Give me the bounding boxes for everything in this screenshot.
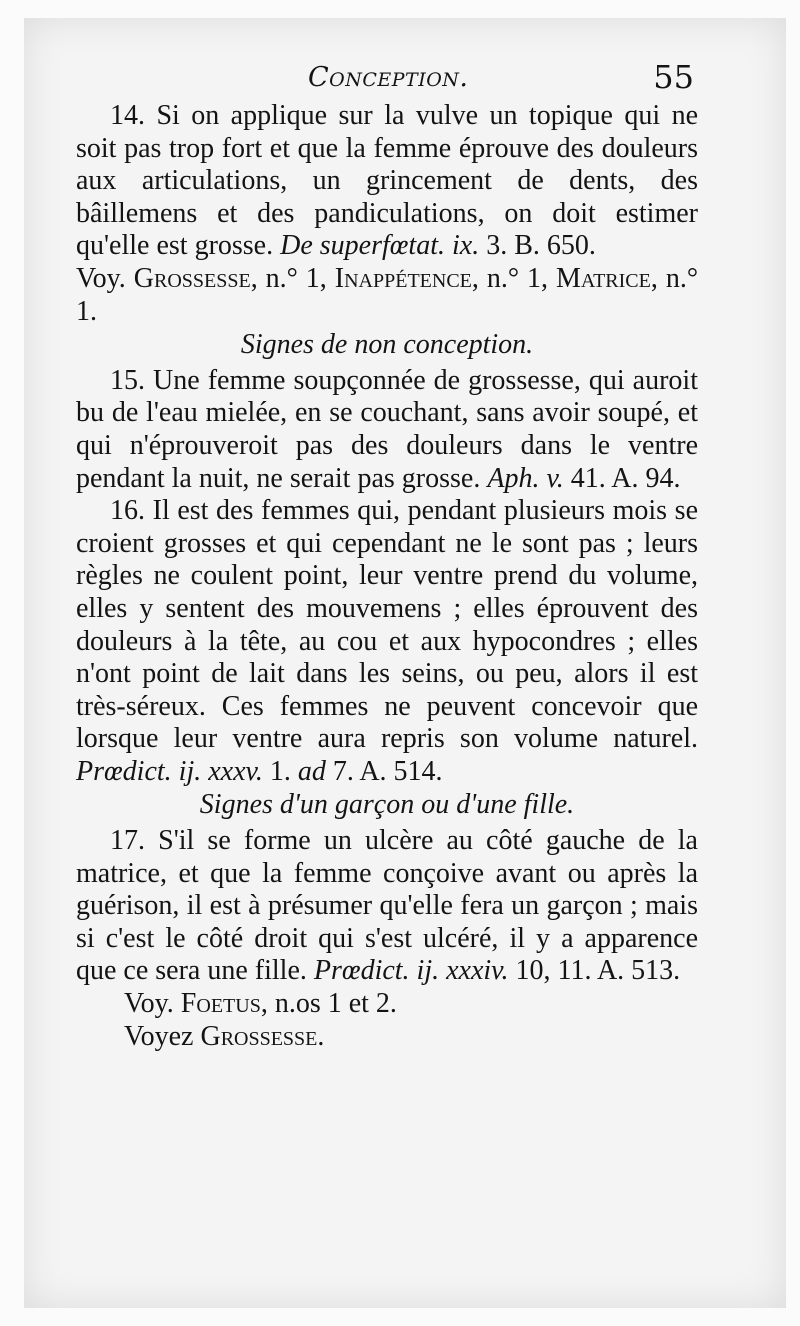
- paragraph-16-reference-tail: 7. A. 514.: [332, 755, 443, 787]
- paragraph-15-reference-tail: 41. A. 94.: [570, 462, 681, 494]
- page-number: 55: [653, 58, 694, 96]
- paragraph-15-reference: Aph. v.: [487, 462, 564, 494]
- paragraph-17-reference: Prœdict. ij. xxxiv.: [313, 955, 509, 987]
- paragraph-14-text: 14. Si on applique sur la vulve un topique qui ne soit pas trop fort et que la femme éprouve des douleurs aux articulations, un grincement de dents, des bâillemens et des pandiculations, on doit estimer qu'elle est grosse.: [76, 100, 698, 262]
- paragraph-17-text: 17. S'il se forme un ulcère au côté gauche de la matrice, et que la femme conçoive avant ou après la guérison, il est à présumer qu'elle fera un garçon ; mais si c'est le côté droit qui s'est ulcéré, il y a apparence que ce sera une fille.: [76, 825, 698, 987]
- cross-reference-1-prefix: Voy.: [76, 262, 126, 294]
- cross-reference-1-item-1: Grossesse: [133, 262, 251, 294]
- cross-reference-2-item-1: Foetus: [180, 988, 261, 1020]
- paragraph-16-reference-ad: ad: [297, 755, 326, 787]
- cross-reference-2: [76, 988, 698, 1021]
- cross-reference-1-item-1-num: , n.° 1,: [250, 262, 327, 294]
- body-text: [76, 100, 698, 1053]
- paragraph-17-reference-tail: 10, 11. A. 513.: [515, 955, 681, 987]
- paragraph-14-reference: De superfœtat. ix.: [280, 230, 480, 262]
- page-header: [76, 58, 698, 102]
- cross-reference-2-prefix: Voy.: [124, 988, 174, 1020]
- cross-reference-1-item-2-num: , n.° 1,: [471, 262, 548, 294]
- cross-reference-3-item-1: Grossesse.: [200, 1020, 325, 1052]
- cross-reference-3-prefix: Voyez: [124, 1020, 194, 1052]
- running-head: Conception.: [308, 62, 469, 93]
- paragraph-14-reference-tail: 3. B. 650.: [486, 230, 596, 262]
- paragraph-14: [76, 100, 698, 263]
- paragraph-15: [76, 365, 698, 495]
- paragraph-16-reference: Prœdict. ij. xxxv.: [76, 755, 263, 787]
- section-heading-non-conception: Signes de non conception.: [240, 329, 534, 361]
- paragraph-15-text: 15. Une femme soupçonnée de grossesse, qui auroit bu de l'eau mielée, en se couchant, sans avoir soupé, et qui n'éprouveroit pas des douleurs dans le ventre pendant la nuit, ne serait pas grosse.: [76, 364, 698, 494]
- cross-reference-1-item-3: Matrice: [555, 262, 651, 294]
- cross-reference-3: [76, 1021, 698, 1054]
- section-heading-boy-or-girl: Signes d'un garçon ou d'une fille.: [199, 789, 575, 821]
- paragraph-17: [76, 825, 698, 988]
- cross-reference-2-item-1-num: , n.os 1 et 2.: [260, 988, 397, 1020]
- cross-reference-1-item-3-num: , n.° 1.: [76, 262, 699, 327]
- cross-reference-1: [76, 263, 698, 328]
- paragraph-16-text: 16. Il est des femmes qui, pendant plusieurs mois se croient grosses et qui cependant ne le sont pas ; leurs règles ne coulent point, leur ventre prend du volume, elles y sentent des mouvemens ; elles éprouvent des douleurs à la tête, au cou et aux hypocondres ; elles n'ont point de lait dans les seins, ou peu, alors il est très-séreux. Ces femmes ne peuvent concevoir que lorsque leur ventre aura repris son volume naturel.: [76, 495, 698, 755]
- cross-reference-1-item-2: Inappétence: [334, 262, 472, 294]
- paragraph-16-reference-mid: 1.: [269, 755, 291, 787]
- paragraph-16: [76, 495, 698, 788]
